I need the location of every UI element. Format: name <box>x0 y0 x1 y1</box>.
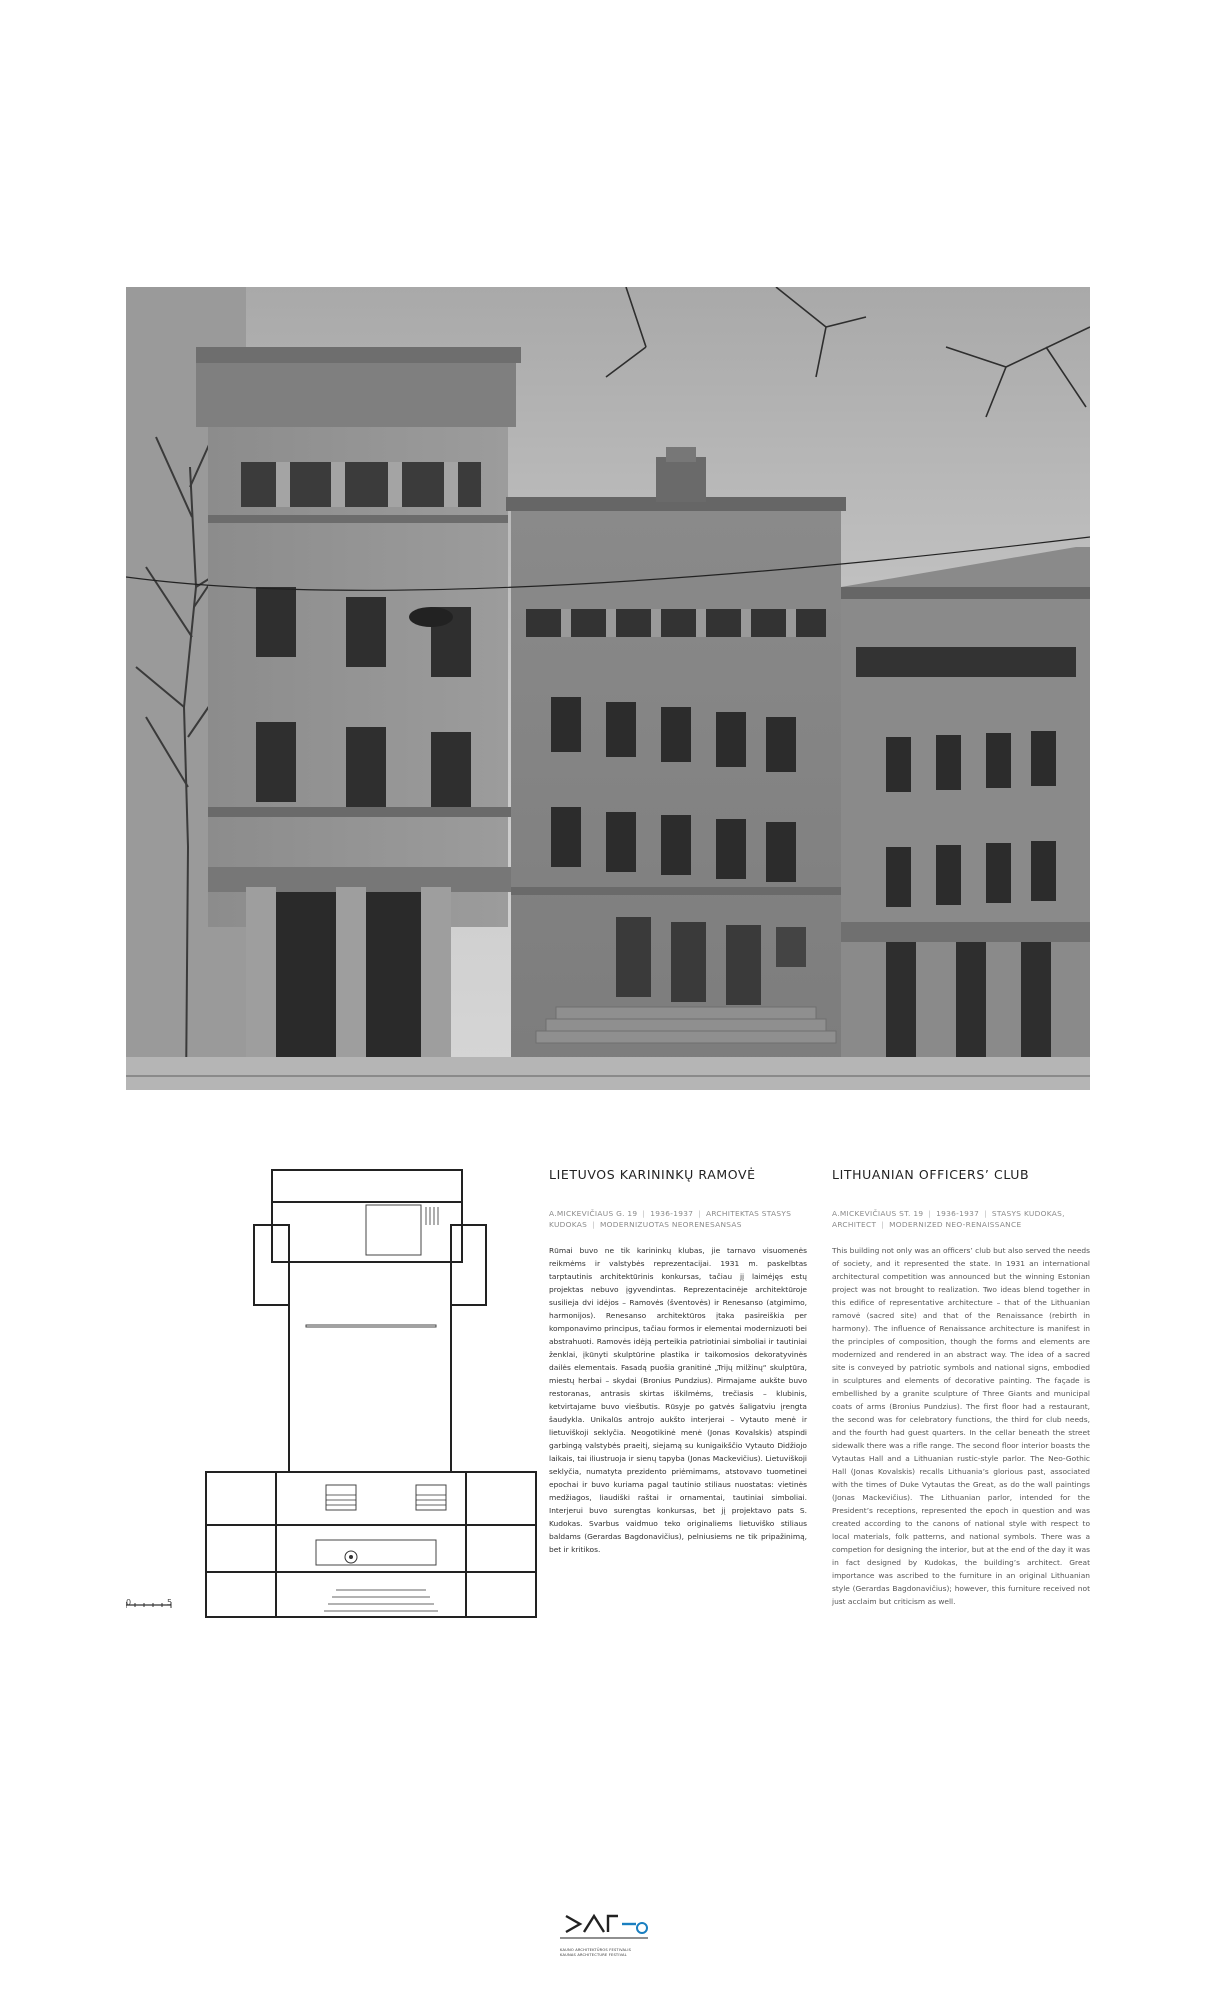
lt-architect-b: KUDOKAS <box>549 1220 588 1229</box>
lt-body: Rūmai buvo ne tik karininkų klubas, jie tarnavo visuomenės reikmėms ir valstybės reprezentacijai. 1931 m. paskelbtas tarptautinis architektūrinis konkursas, tačiau jį laimėjęs estų projektas nebuvo įgyvendintas. Reprezentacinėje architektūroje susilieja dvi idėjos – Ramovės (šventovės) ir Renesanso (atgimimo, harmonijos). Renesanso architektūros įtaka pasireiškia per komponavimo principus, tačiau formos ir elementai modernizuoti bei abstrahuoti. Ramovės idėją perteikia patriotiniai simboliai ir tautiniai ženklai, įkūnyti skulptūrine plastika ir taikomosios dekoratyvinės dailės elementais. Fasadą puošia granitinė „Trijų milžinų“ skulptūra, miestų herbai – skydai (Bronius Pundzius). Pirmajame aukšte buvo restoranas, antrasis skirtas iškilmėms, trečiasis – klubinis, ketvirtajame buvo viešbutis. Rūsyje po gatvės šaligatviu įrengta šaudykla. Unikalūs antrojo aukšto interjerai – Vytauto menė ir lietuviškoji seklyčia. Neogotikinė menė (Jonas Kovalskis) atspindi garbingą valstybės praeitį, siejamą su kunigaikščio Vytauto Didžiojo laikais, tai iliustruoja ir sienų tapyba (Jonas Mackevičius). Lietuviškoji seklyčia, numatyta prezidento priėmimams, atstovavo tuometinei epochai ir buvo kuriama pagal tautinio stiliaus nuostatas: vietinės medžiagos, liaudiški raštai ir ornamentai, tautiniai simboliai. Interjerui buvo surengtas konkursas, bet jį projektavo pats S. Kudokas. Svarbus vaidmuo teko originaliems lietuviško stiliaus baldams (Gerardas Bagdonavičius), pelniusiems ne tik pripažinimą, bet ir kritikos. <box>549 1246 807 1554</box>
lt-address: A.MICKEVIČIAUS G. 19 <box>549 1209 638 1218</box>
en-style: MODERNIZED NEO-RENAISSANCE <box>889 1220 1022 1229</box>
lt-title: LIETUVOS KARININKŲ RAMOVĖ <box>549 1167 756 1182</box>
lt-style: MODERNIZUOTAS NEORENESANSAS <box>599 1220 742 1229</box>
en-architect-a: STASYS KUDOKAS, <box>991 1209 1065 1218</box>
en-address: A.MICKEVIČIAUS ST. 19 <box>832 1209 924 1218</box>
en-title: LITHUANIAN OFFICERS’ CLUB <box>832 1167 1030 1182</box>
logo-line-lt: KAUNO ARCHITEKTŪROS FESTIVALIS <box>560 1948 632 1952</box>
floor-plan <box>126 1165 546 1620</box>
festival-logo-mark-icon <box>560 1910 660 1944</box>
festival-logo <box>560 1910 660 1970</box>
en-body: This building not only was an officers’ club but also served the needs of society, and it represented the state. In 1931 an international architectural competition was announced but the winning Estonian project was not brought to realization. Two ideas blend together in this edifice of representative architecture – that of the Lithuanian ramovė (sacred site) and that of the Renaissance (rebirth in harmony). The influence of Renaissance architecture is manifest in the principles of composition, though the forms and elements are modernized and rendered in an abstract way. The idea of a sacred site is conveyed by patriotic symbols and national signs, embodied in sculptures and elements of decorative painting. The façade is embellished by a granite sculpture of Three Giants and municipal coats of arms (Bronius Pundzius). The first floor had a restaurant, the second was for celebratory functions, the third for club needs, and the fourth had guest quarters. In the cellar beneath the street sidewalk there was a rifle range. The second floor interior boasts the Vytautas Hall and a Lithuanian rustic-style parlor. The Neo-Gothic Hall (Jonas Kovalskis) recalls Lithuania’s glorious past, associated with the times of Duke Vytautas the Great, as do the wall paintings (Jonas Mackevičius). The Lithuanian parlor, intended for the President’s receptions, represented the epoch in question and was created according to the canons of national style with respect to local materials, folk patterns, and national symbols. There was a competion for designing the interior, but at the end of the day it was in fact designed by Kudokas, the building’s architect. Great importance was ascribed to the furniture in an original Lithuanian style (Gerardas Bagdonavičius); however, this furniture received not just acclaim but criticism as well. <box>832 1246 1090 1606</box>
lithuanian-text-column <box>549 1167 807 1556</box>
lt-meta: A.MICKEVIČIAUS G. 19 | 1936-1937 | ARCHITEKTAS STASYS KUDOKAS | MODERNIZUOTAS NEORENESANSAS <box>549 1209 792 1229</box>
en-meta: A.MICKEVIČIAUS ST. 19 | 1936-1937 | STASYS KUDOKAS, ARCHITECT | MODERNIZED NEO-RENAISSANCE <box>832 1209 1065 1229</box>
en-architect-b: ARCHITECT <box>832 1220 877 1229</box>
plan-scale-bar <box>126 1598 176 1622</box>
logo-line-en: KAUNAS ARCHITECTURE FESTIVAL <box>560 1953 627 1957</box>
scale-label-end: 5 <box>167 1598 173 1607</box>
english-text-column <box>832 1167 1090 1608</box>
lt-architect-a: ARCHITEKTAS STASYS <box>706 1209 792 1218</box>
lt-years: 1936-1937 <box>650 1209 694 1218</box>
en-years: 1936-1937 <box>936 1209 980 1218</box>
scale-label-start: 0 <box>126 1598 132 1607</box>
building-photo <box>126 287 1090 1090</box>
